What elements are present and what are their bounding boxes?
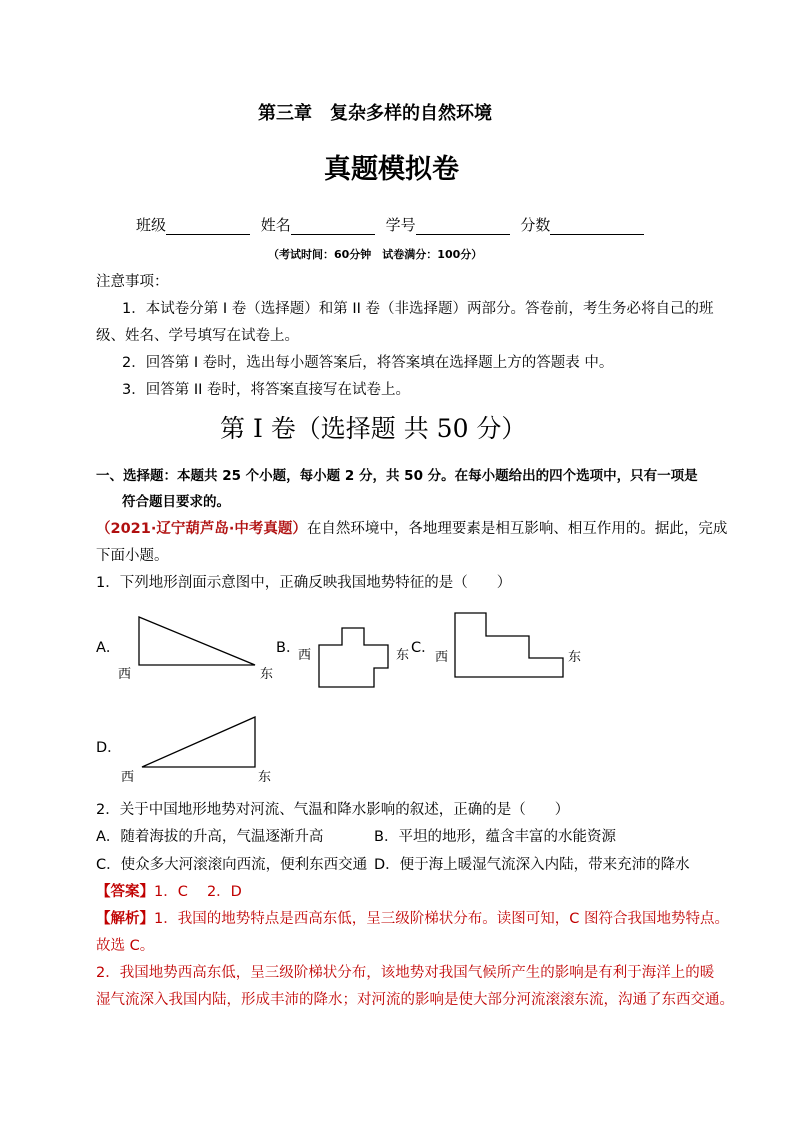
- section-instructions: 一、选择题：本题共 25 个小题，每小题 2 分，共 50 分。在每小题给出的四个选项中，只有一项是: [96, 468, 698, 484]
- q1-option-d-label: D．: [96, 740, 122, 756]
- notes-item-2: 2．回答第 I 卷时，选出每小题答案后，将答案填在选择题上方的答题表 中。: [122, 355, 614, 371]
- answer-text: 1．C 2．D: [154, 884, 242, 900]
- profile-d-shape: [142, 717, 255, 767]
- notes-heading: 注意事项：: [96, 274, 169, 290]
- name-label: 姓名: [260, 216, 291, 234]
- analysis-line-2: 故选 C。: [96, 938, 155, 954]
- q1-d-west-label: 西: [121, 770, 135, 785]
- q1-b-east-label: 东: [396, 648, 410, 663]
- answer-line: [96, 882, 242, 902]
- q1-c-east-label: 东: [568, 650, 582, 665]
- analysis-line-4: 湿气流深入我国内陆，形成丰沛的降水；对河流的影响是使大部分河流滚滚东流，沟通了东西交通。: [96, 992, 734, 1008]
- analysis-line-3: 2．我国地势西高东低，呈三级阶梯状分布，该地势对我国气候所产生的影响是有利于海洋上的暖: [96, 965, 715, 981]
- q1-option-c-label: C．: [411, 640, 436, 656]
- q1-option-b-label: B．: [276, 640, 301, 656]
- section-title: 第 I 卷（选择题 共 50 分）: [220, 414, 527, 443]
- notes-item-1: 1．本试卷分第 I 卷（选择题）和第 II 卷（非选择题）两部分。答卷前，考生务必将自己的班: [122, 301, 714, 317]
- exam-note: （考试时间：60分钟 试卷满分：100分）: [268, 248, 483, 261]
- q2-option-d: D．便于海上暖湿气流深入内陆，带来充沛的降水: [374, 857, 690, 873]
- source-text: 在自然环境中，各地理要素是相互影响、相互作用的。据此，完成: [306, 521, 728, 537]
- question-1-stem: 1．下列地形剖面示意图中，正确反映我国地势特征的是（ ）: [96, 575, 512, 591]
- class-label: 班级: [136, 216, 167, 234]
- source-tag: （2021·辽宁葫芦岛·中考真题）: [96, 521, 307, 537]
- id-label: 学号: [385, 216, 416, 234]
- notes-item-1-cont: 级、姓名、学号填写在试卷上。: [96, 328, 299, 344]
- q2-option-c: C．使众多大河滚滚向西流，便利东西交通: [96, 857, 368, 873]
- q2-option-b: B．平坦的地形，蕴含丰富的水能资源: [374, 829, 616, 845]
- q1-d-east-label: 东: [258, 770, 272, 785]
- section-instructions-cont: 符合题目要求的。: [122, 494, 230, 510]
- source-intro-cont: 下面小题。: [96, 548, 169, 564]
- notes-item-3: 3．回答第 II 卷时，将答案直接写在试卷上。: [122, 382, 410, 398]
- q1-c-west-label: 西: [435, 650, 449, 665]
- analysis-text-1: 1．我国的地势特点是西高东低，呈三级阶梯状分布。读图可知，C 图符合我国地势特点。: [154, 911, 729, 927]
- analysis-line-1: [96, 909, 729, 929]
- score-label: 分数: [520, 216, 551, 234]
- question-2-stem: 2．关于中国地形地势对河流、气温和降水影响的叙述，正确的是（ ）: [96, 802, 570, 818]
- chapter-title: 第三章 复杂多样的自然环境: [258, 103, 492, 124]
- q1-option-a-label: A．: [96, 640, 121, 656]
- q1-a-east-label: 东: [260, 667, 274, 682]
- q2-option-a: A．随着海拔的升高，气温逐渐升高: [96, 829, 324, 845]
- q1-b-west-label: 西: [298, 648, 312, 663]
- analysis-tag: 【解析】: [96, 911, 154, 927]
- page-title: 真题模拟卷: [324, 154, 459, 185]
- q1-a-west-label: 西: [118, 667, 132, 682]
- answer-tag: 【答案】: [96, 884, 154, 900]
